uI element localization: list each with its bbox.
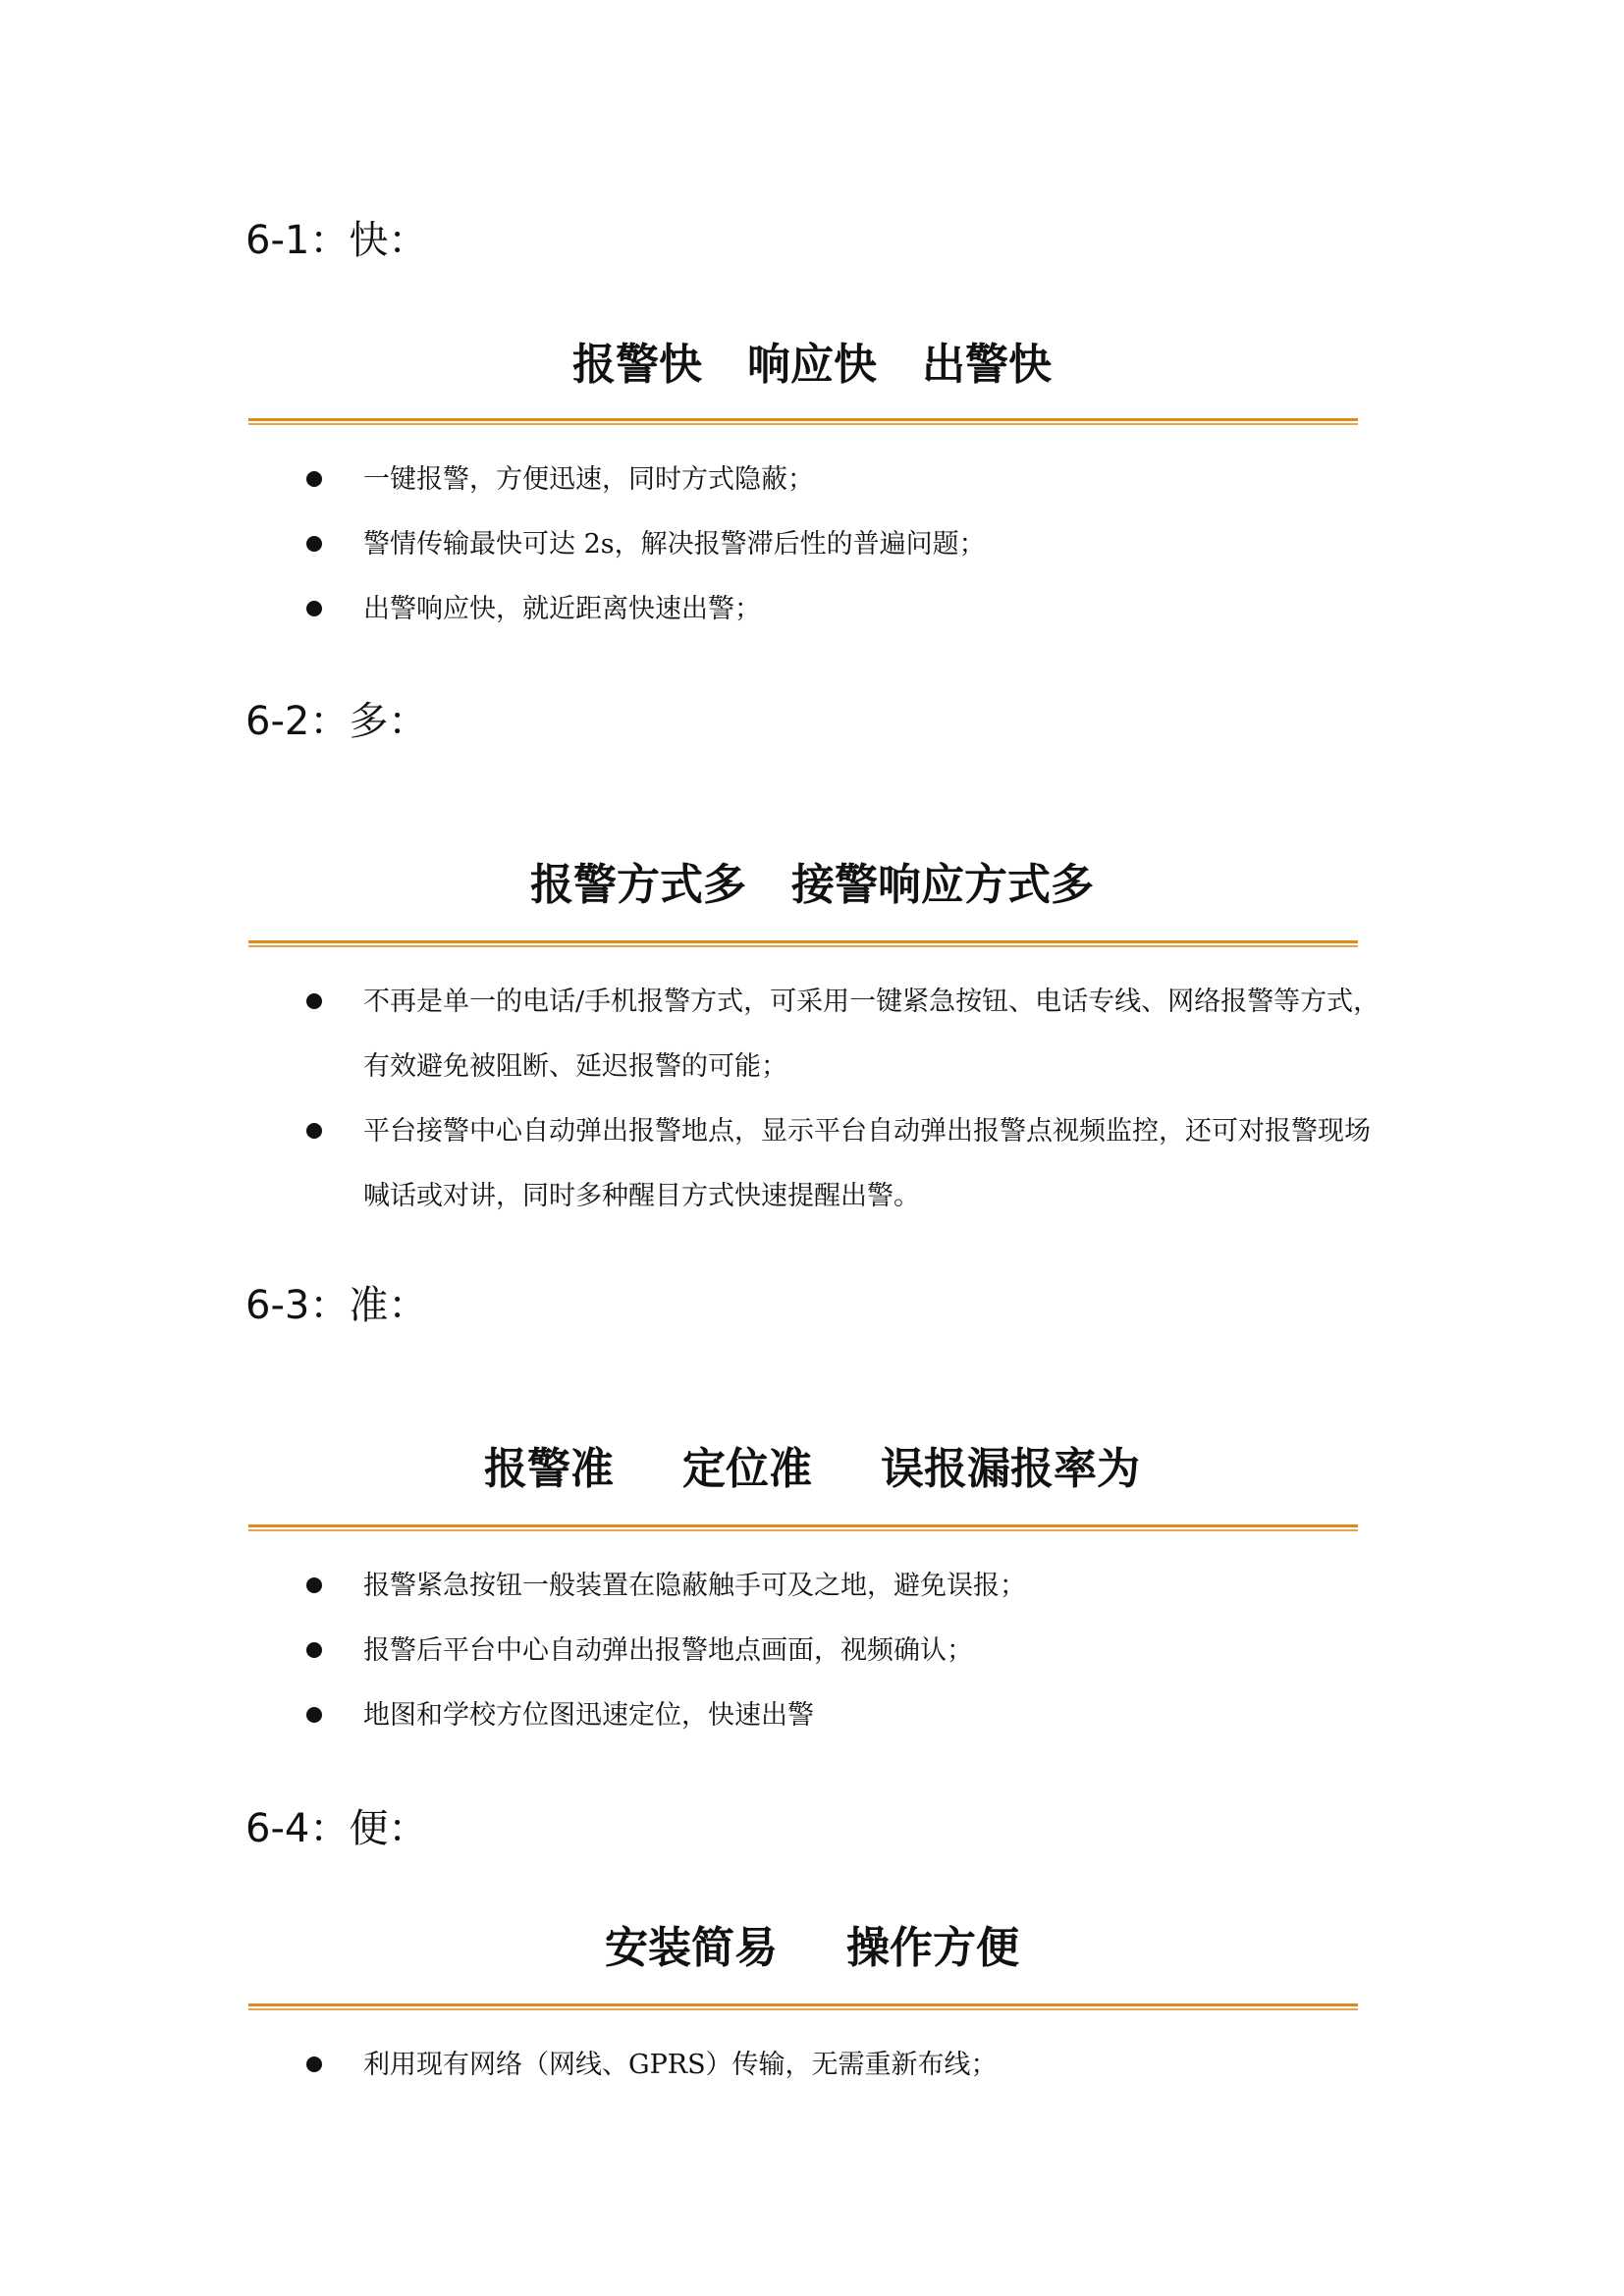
banner-phrase: 定位准 [682, 1444, 812, 1494]
bullet-dot-icon [306, 1577, 322, 1593]
banner-phrase: 操作方便 [846, 1923, 1019, 1973]
banner-6-3 [0, 1444, 1624, 1494]
banner-phrase: 安装简易 [605, 1923, 778, 1973]
bullet-dot-icon [306, 536, 322, 552]
banner-6-1 [0, 340, 1624, 390]
bullet-dot-icon [306, 2056, 322, 2072]
bullet-dot-icon [306, 601, 322, 616]
banner-phrase: 误报漏报率为 [881, 1444, 1140, 1494]
list-item: 平台接警中心自动弹出报警地点，显示平台自动弹出报警点视频监控，还可对报警现场喊话或对讲，同时多种醒目方式快速提醒出警。 [295, 1099, 1404, 1229]
banner-6-2 [0, 860, 1624, 910]
bullet-list-6-4 [295, 2033, 1404, 2098]
section-divider [248, 1524, 1358, 1532]
banner-phrase: 接警响应方式多 [791, 860, 1094, 910]
list-item: 不再是单一的电话/手机报警方式，可采用一键紧急按钮、电话专线、网络报警等方式，有效避免被阻断、延迟报警的可能； [295, 970, 1404, 1099]
banner-phrase: 报警快 [572, 340, 702, 390]
bullet-dot-icon [306, 1642, 322, 1658]
section-heading-6-3: 6-3：准： [245, 1283, 428, 1328]
list-item: 一键报警，方便迅速，同时方式隐蔽； [295, 448, 1404, 512]
section-heading-6-4: 6-4：便： [245, 1806, 428, 1851]
section-heading-6-2: 6-2：多： [245, 699, 428, 744]
banner-phrase: 响应快 [747, 340, 877, 390]
list-item: 地图和学校方位图迅速定位，快速出警 [295, 1683, 1404, 1748]
list-item: 报警紧急按钮一般装置在隐蔽触手可及之地，避免误报； [295, 1554, 1404, 1619]
banner-phrase: 出警快 [922, 340, 1052, 390]
list-item: 利用现有网络（网线、GPRS）传输，无需重新布线； [295, 2033, 1404, 2098]
banner-6-4 [0, 1923, 1624, 1973]
section-divider [248, 940, 1358, 948]
section-divider [248, 418, 1358, 426]
list-item: 出警响应快，就近距离快速出警； [295, 577, 1404, 642]
bullet-list-6-2 [295, 970, 1404, 1229]
section-divider [248, 2003, 1358, 2011]
bullet-list-6-3 [295, 1554, 1404, 1748]
banner-phrase: 报警方式多 [530, 860, 746, 910]
bullet-dot-icon [306, 471, 322, 487]
bullet-list-6-1 [295, 448, 1404, 642]
bullet-dot-icon [306, 1707, 322, 1723]
list-item: 警情传输最快可达 2s，解决报警滞后性的普遍问题； [295, 512, 1404, 577]
banner-phrase: 报警准 [484, 1444, 614, 1494]
bullet-dot-icon [306, 993, 322, 1009]
section-heading-6-1: 6-1：快： [245, 218, 428, 263]
bullet-dot-icon [306, 1123, 322, 1139]
list-item: 报警后平台中心自动弹出报警地点画面，视频确认； [295, 1619, 1404, 1683]
